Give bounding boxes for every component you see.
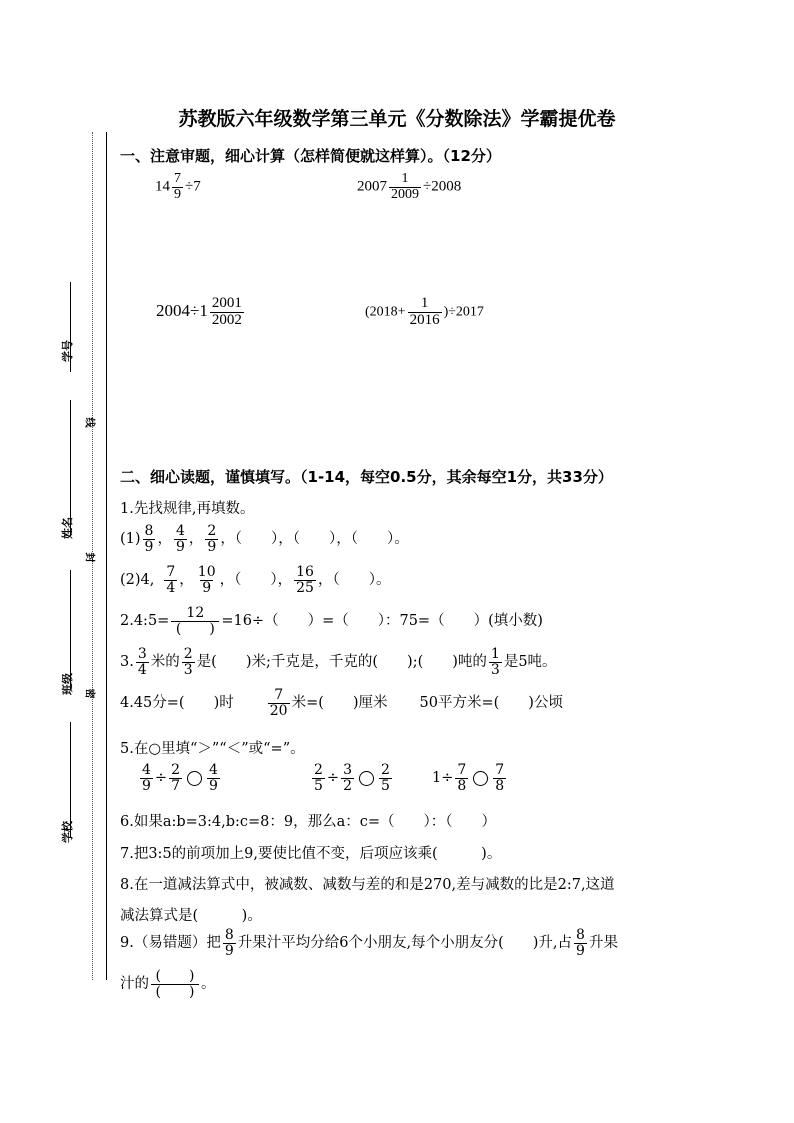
p4-tail: )÷2017 [443, 304, 484, 320]
p1-tail: ÷7 [185, 178, 201, 195]
section2-heading: 二、细心读题，谨慎填写。（1-14，每空0.5分，其余每空1分，共33分） [120, 468, 613, 486]
question-1b: (2)4, $\frac{7}{4}$ ， $\frac{10}{9}$ ，（ ）， $\frac{16}{25}$ ，（ ）。 [120, 564, 391, 596]
question-8-line2: 减法算式是( )。 [120, 908, 262, 924]
seal-mark-secret: 密 [83, 688, 95, 699]
question-9-line2: 汁的 ( ) ( ) 。 [120, 968, 216, 1000]
question-1a: (1) $\frac{8}{9}$ ， $\frac{4}{9}$ ， $\frac{2}{9}$ ，（ ），（ ），（ ）。 [120, 523, 409, 555]
question-3: 3. $\frac{3}{4}$ 米的 $\frac{2}{3}$ 是( )米;千克是，千克的( );( )吨的 $\frac{1}{3}$ 是5吨。 [120, 646, 557, 678]
p3-fraction: $\frac{2001}{2002}$ [211, 295, 242, 328]
p4-lead: (2018+ [365, 304, 406, 320]
problem-2 [357, 172, 461, 202]
p2-tail: ÷2008 [423, 178, 462, 195]
school-label: 学校 [61, 821, 74, 843]
question-7: 7.把3:5的前项加上9,要使比值不变，后项应该乘( )。 [120, 846, 502, 862]
question-9-line1: 9.（易错题）把 $\frac{8}{9}$ 升果汁平均分给6个小朋友,每个小朋友分( )升,占 $\frac{8}{9}$ 升果 [120, 927, 618, 959]
compare-circle-b[interactable] [359, 771, 374, 786]
p2-fraction: $\frac{1}{2009}$ [391, 171, 419, 202]
question-8-line1: 8.在一道减法算式中，被减数、减数与差的和是270,差与减数的比是2:7,这道 [120, 877, 615, 893]
p3-lead: 2004÷1 [156, 301, 208, 321]
problem-4 [365, 296, 484, 329]
name-label: 姓名 [61, 517, 74, 539]
question-4: 4.45分=( )时 $\frac{7}{20}$ 米=( )厘米 50平方米=( )公顷 [120, 687, 563, 719]
compare-circle-c[interactable] [473, 771, 488, 786]
student-id-label: 学号 [61, 340, 74, 362]
question-5: 5.在○里填“＞”“＜”或“=”。 [120, 741, 305, 757]
class-line [70, 570, 71, 690]
question-1: 1.先找规律,再填数。 [120, 501, 255, 517]
section1-heading: 一、注意审题，细心计算（怎样简便就这样算）。（12分） [120, 147, 501, 165]
school-line [70, 722, 71, 837]
problem-1 [155, 172, 201, 202]
question-5b: $\frac{2}{5}$ ÷ $\frac{3}{2}$ $\frac{2}{5}$ [314, 762, 390, 794]
compare-circle-a[interactable] [187, 771, 202, 786]
p4-fraction: $\frac{1}{2016}$ [409, 295, 440, 328]
binding-solid-line [106, 132, 107, 980]
question-2: 2.4:5= 12 ( ) =16÷（ ）=（ ）：75=（ ）(填小数) [120, 605, 543, 637]
seal-mark-seal: 封 [83, 552, 95, 563]
class-label: 班级 [61, 673, 74, 695]
p1-fraction: $\frac{7}{9}$ [174, 171, 181, 202]
name-line [70, 400, 71, 535]
p1-whole: 14 [155, 178, 170, 195]
p2-whole: 2007 [357, 178, 387, 195]
seal-mark-line: 线 [83, 417, 95, 428]
question-5c: 1÷ $\frac{7}{8}$ $\frac{7}{8}$ [432, 762, 505, 794]
question-5a: $\frac{4}{9}$ ÷ $\frac{2}{7}$ $\frac{4}{9}$ [142, 762, 218, 794]
question-6: 6.如果a:b=3:4,b:c=8：9，那么a：c=（ ）：（ ） [120, 814, 497, 830]
page-title: 苏教版六年级数学第三单元《分数除法》学霸提优卷 [178, 108, 616, 130]
problem-3 [156, 296, 246, 329]
